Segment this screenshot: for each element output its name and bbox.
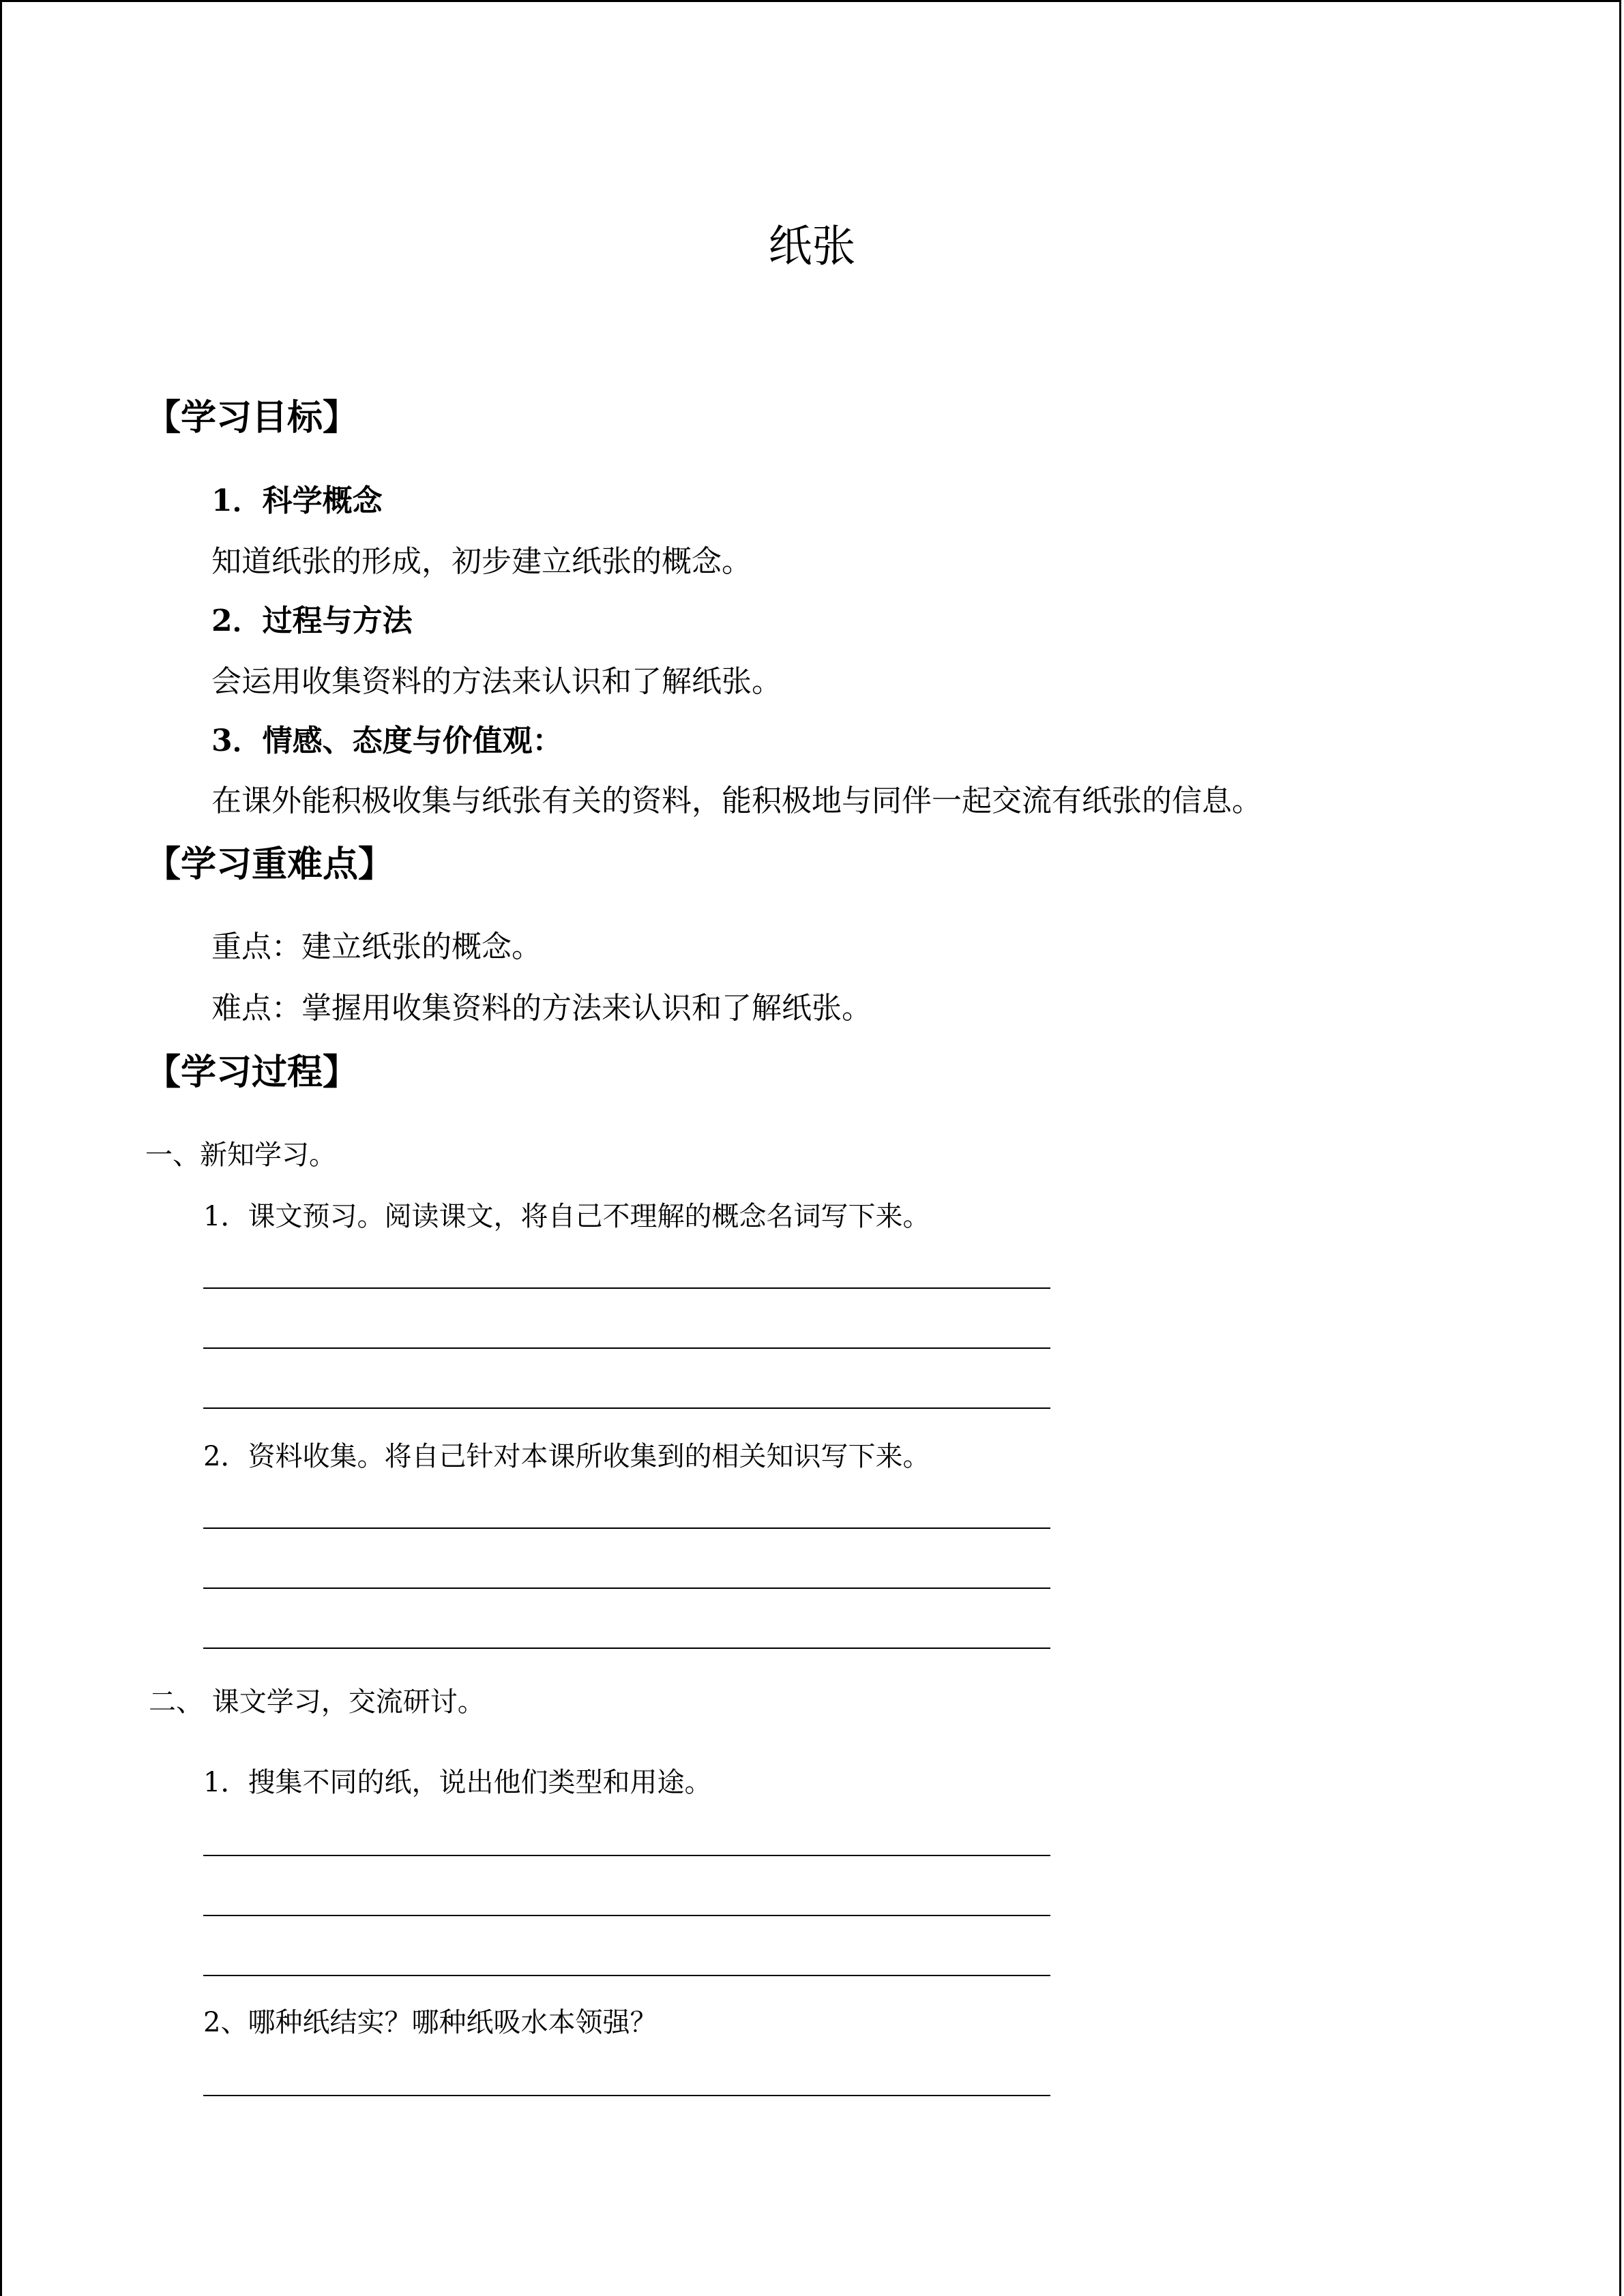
key-points-heading: 【学习重难点】 <box>145 844 394 885</box>
objective-3-label: 3．情感、态度与价值观： <box>211 724 563 758</box>
answer-line <box>203 1407 1050 1409</box>
objective-2-label: 2．过程与方法 <box>211 603 413 638</box>
objectives-heading: 【学习目标】 <box>145 398 359 438</box>
part2-question-2: 2、哪种纸结实？哪种纸吸水本领强？ <box>203 2007 658 2038</box>
part1-question-2: 2．资料收集。将自己针对本课所收集到的相关知识写下来。 <box>203 1441 930 1472</box>
answer-line <box>203 1915 1050 1916</box>
answer-line <box>203 1287 1050 1289</box>
process-heading: 【学习过程】 <box>145 1052 359 1093</box>
answer-line <box>203 1527 1050 1529</box>
objective-2-text: 会运用收集资料的方法来认识和了解纸张。 <box>211 664 782 699</box>
answer-line <box>203 1975 1050 1976</box>
key-point-difficulty: 难点：掌握用收集资料的方法来认识和了解纸张。 <box>211 991 872 1026</box>
answer-line <box>203 1855 1050 1856</box>
answer-line <box>203 1587 1050 1589</box>
key-point-focus: 重点：建立纸张的概念。 <box>211 929 542 964</box>
part2-question-1: 1．搜集不同的纸，说出他们类型和用途。 <box>203 1767 712 1798</box>
answer-line <box>203 1648 1050 1649</box>
part1-title: 一、新知学习。 <box>145 1139 336 1171</box>
part1-question-1: 1．课文预习。阅读课文，将自己不理解的概念名词写下来。 <box>203 1201 930 1232</box>
objective-3-text: 在课外能积极收集与纸张有关的资料，能积极地与同伴一起交流有纸张的信息。 <box>211 784 1262 818</box>
answer-line <box>203 2095 1050 2096</box>
objective-1-label: 1．科学概念 <box>211 483 383 518</box>
part2-title: 二、 课文学习，交流研讨。 <box>149 1686 485 1718</box>
page-title: 纸张 <box>768 222 856 272</box>
objective-1-text: 知道纸张的形成，初步建立纸张的概念。 <box>211 544 752 579</box>
answer-line <box>203 1347 1050 1349</box>
